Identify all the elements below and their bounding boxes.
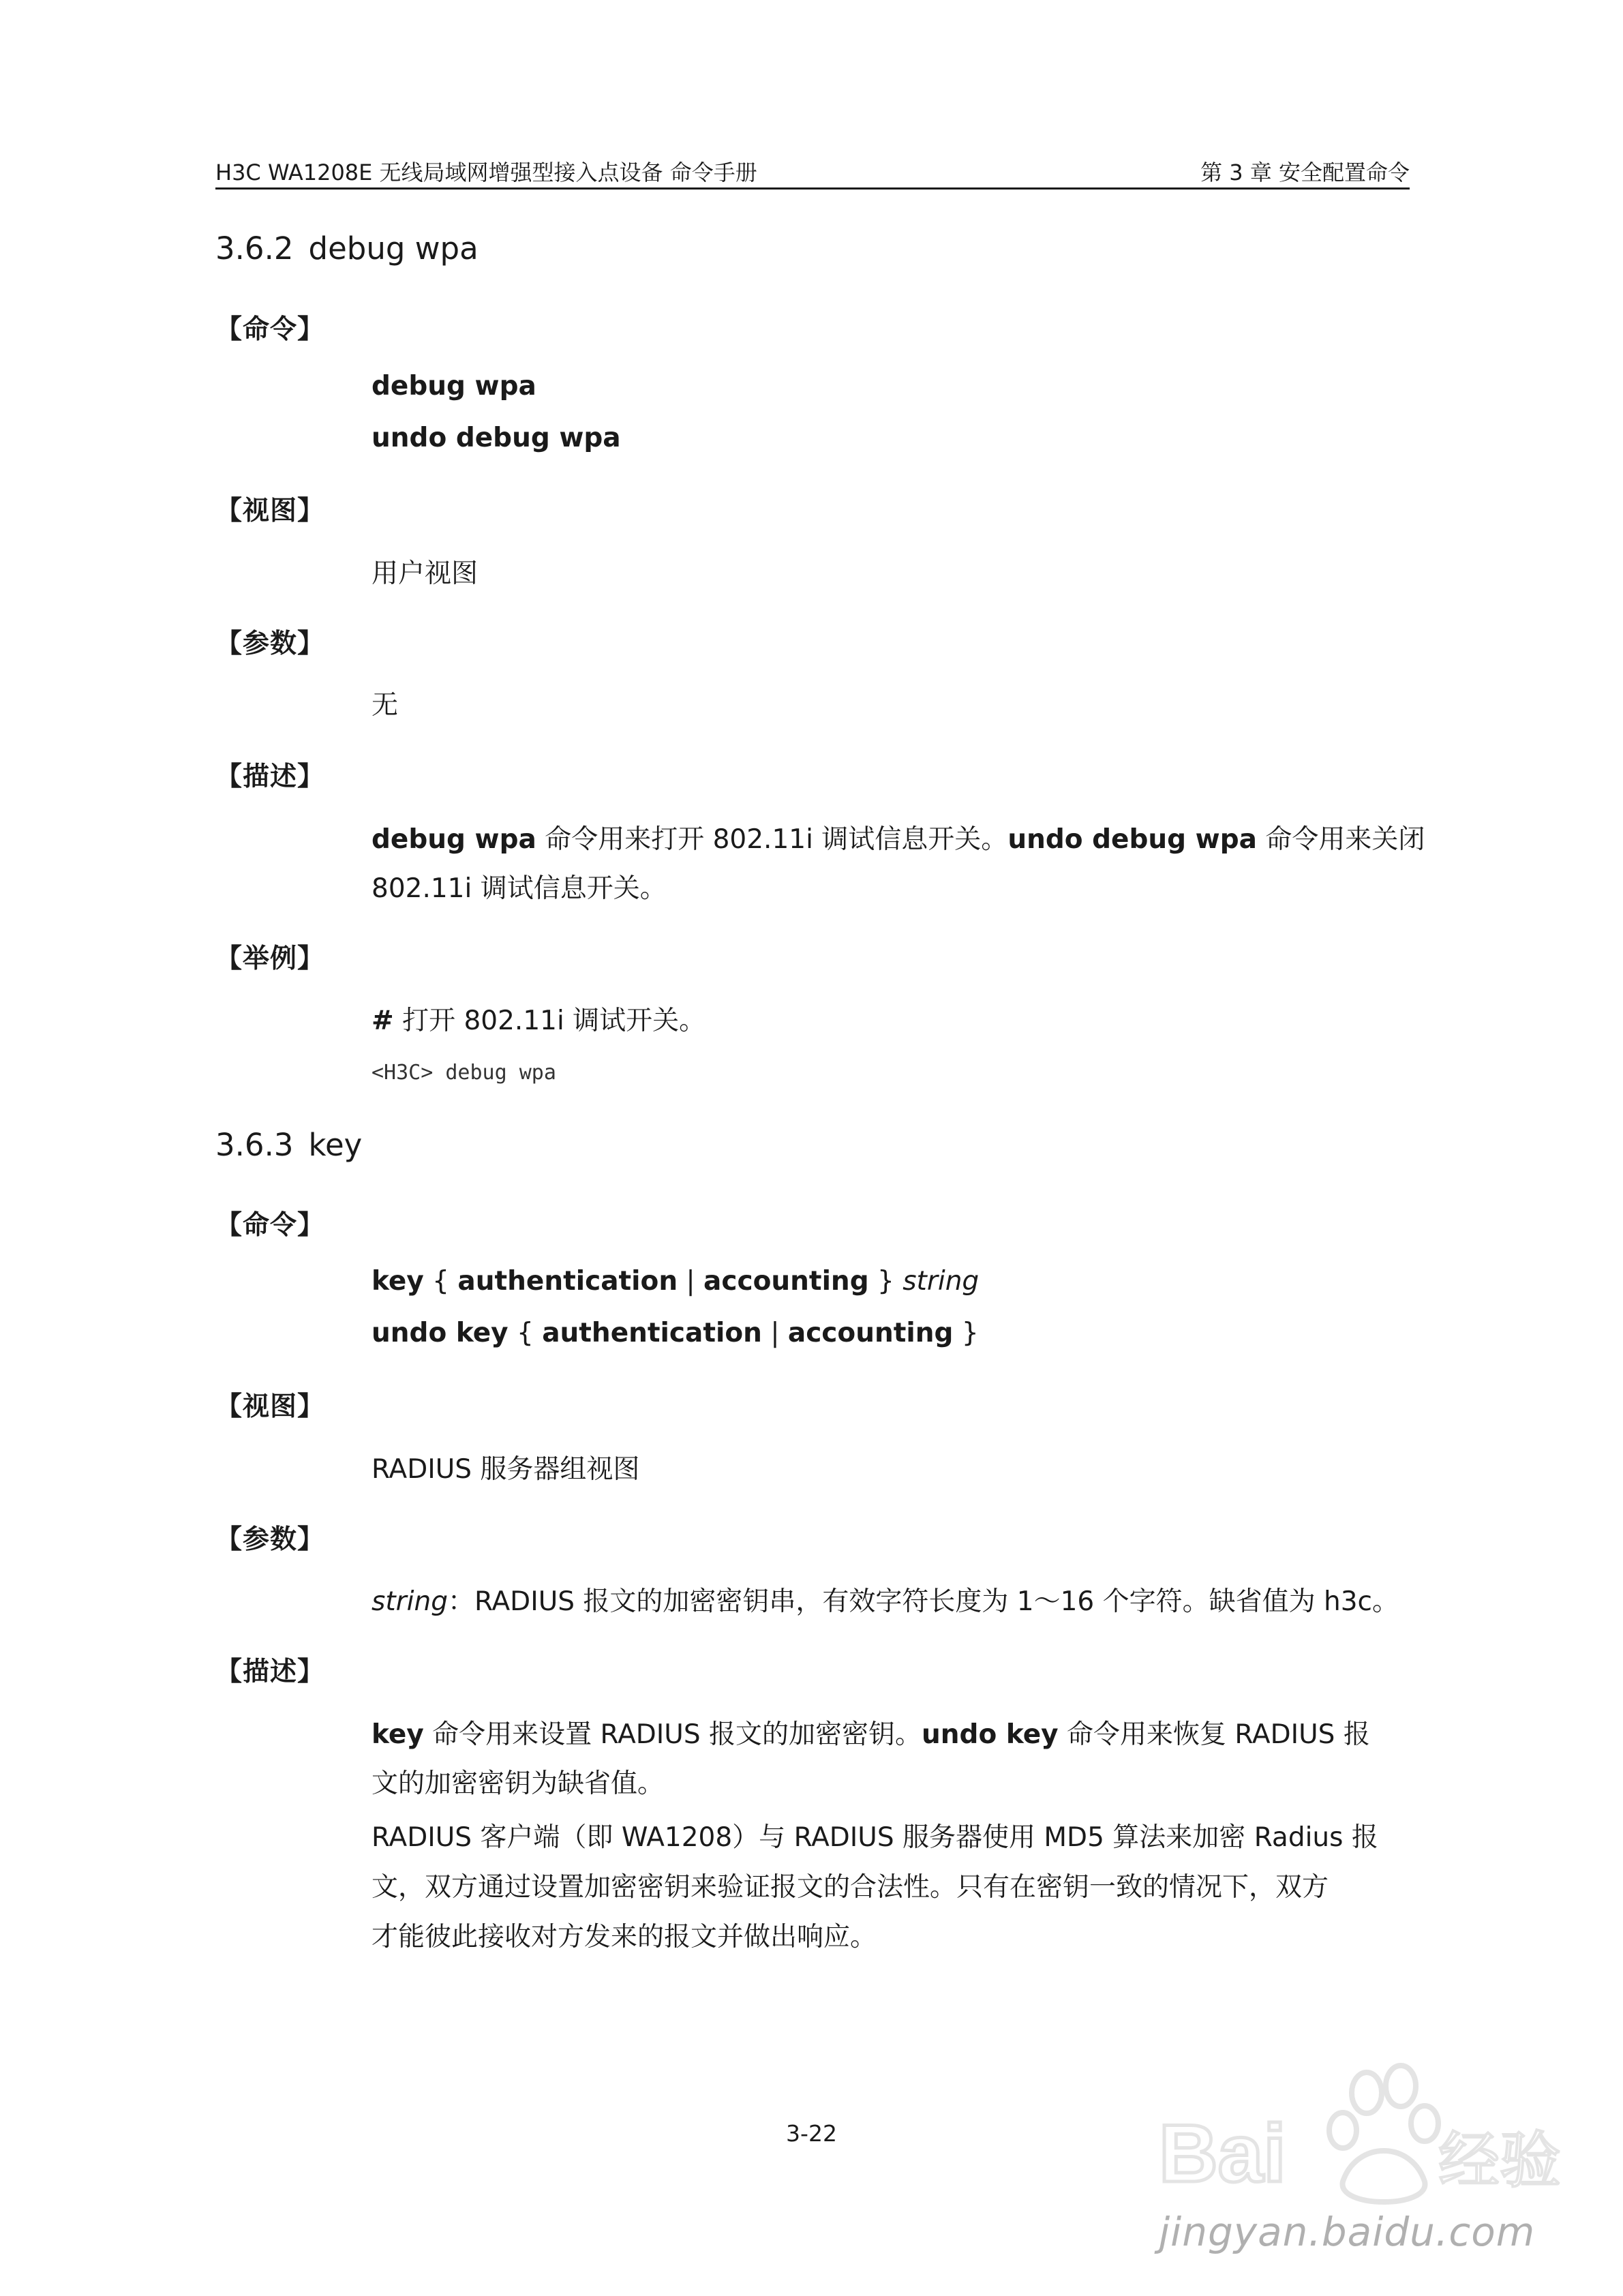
description-line: [371, 818, 1425, 856]
page-number: 3-22: [786, 2120, 837, 2147]
view-text: 用户视图: [371, 558, 479, 589]
param-name: string: [371, 1586, 448, 1617]
cmd-separator: |: [678, 1266, 704, 1297]
desc-text: 命令用来打开 802.11i 调试信息开关。: [536, 824, 1008, 855]
cmd-brace: {: [423, 1266, 458, 1297]
desc-text: 命令用来恢复 RADIUS 报: [1058, 1719, 1370, 1750]
label-view: 【视图】: [215, 1391, 325, 1422]
cmd-brace: }: [953, 1318, 979, 1348]
cmd-option: accounting: [787, 1318, 954, 1348]
example-line: [371, 999, 706, 1038]
header-rule: [215, 187, 1410, 190]
description-line: 才能彼此接收对方发来的报文并做出响应。: [371, 1922, 877, 1952]
example-code: <H3C> debug wpa: [371, 1061, 556, 1085]
label-example: 【举例】: [215, 943, 325, 974]
svg-text:Bai: Bai: [1159, 2108, 1286, 2199]
section-heading-key: [215, 1127, 362, 1163]
description-line: RADIUS 客户端（即 WA1208）与 RADIUS 服务器使用 MD5 算法来加密 Radius 报: [371, 1822, 1378, 1853]
command-line: [371, 1318, 979, 1348]
label-view: 【视图】: [215, 496, 325, 526]
command-line: [371, 1266, 979, 1297]
cmd-argument: string: [902, 1266, 980, 1297]
params-text: [371, 1580, 1399, 1618]
label-params: 【参数】: [215, 629, 325, 659]
description-line: [371, 1713, 1370, 1751]
header-title: H3C WA1208E 无线局域网增强型接入点设备 命令手册: [215, 160, 757, 185]
command-line: undo debug wpa: [371, 423, 621, 453]
label-command: 【命令】: [215, 1210, 325, 1241]
example-hash: #: [371, 1006, 394, 1036]
label-description: 【描述】: [215, 1657, 325, 1687]
desc-keyword: debug wpa: [371, 824, 536, 855]
cmd-separator: |: [761, 1318, 788, 1348]
desc-keyword: undo key: [922, 1719, 1059, 1750]
param-description: ：RADIUS 报文的加密密钥串，有效字符长度为 1～16 个字符。缺省值为 h3c。: [447, 1586, 1399, 1617]
example-text: 打开 802.11i 调试开关。: [393, 1006, 706, 1036]
label-params: 【参数】: [215, 1524, 325, 1555]
section-title: debug wpa: [308, 230, 479, 267]
cmd-brace: {: [508, 1318, 543, 1348]
cmd-option: accounting: [703, 1266, 869, 1297]
command-line: debug wpa: [371, 371, 536, 402]
params-text: 无: [371, 690, 399, 721]
label-description: 【描述】: [215, 761, 325, 792]
desc-text: 命令用来设置 RADIUS 报文的加密密钥。: [423, 1719, 922, 1750]
desc-text: 命令用来关闭: [1256, 824, 1425, 855]
cmd-keyword: key: [371, 1266, 424, 1297]
description-line: 802.11i 调试信息开关。: [371, 873, 667, 904]
section-heading-debug-wpa: [215, 230, 479, 267]
section-number: 3.6.3: [215, 1127, 294, 1163]
view-text: RADIUS 服务器组视图: [371, 1454, 640, 1485]
label-command: 【命令】: [215, 314, 325, 345]
cmd-brace: }: [868, 1266, 903, 1297]
cmd-option: authentication: [457, 1266, 678, 1297]
description-line: 文的加密密钥为缺省值。: [371, 1768, 665, 1799]
cmd-keyword: undo key: [371, 1318, 509, 1348]
section-number: 3.6.2: [215, 230, 294, 267]
cmd-option: authentication: [542, 1318, 762, 1348]
section-title: key: [308, 1127, 363, 1163]
description-line: 文，双方通过设置加密密钥来验证报文的合法性。只有在密钥一致的情况下，双方: [371, 1872, 1329, 1903]
header-chapter: 第 3 章 安全配置命令: [1200, 160, 1410, 185]
desc-keyword: key: [371, 1719, 424, 1750]
desc-keyword: undo debug wpa: [1007, 824, 1257, 855]
watermark-url: jingyan.baidu.com: [1159, 2209, 1536, 2255]
svg-text:经验: 经验: [1438, 2127, 1561, 2195]
